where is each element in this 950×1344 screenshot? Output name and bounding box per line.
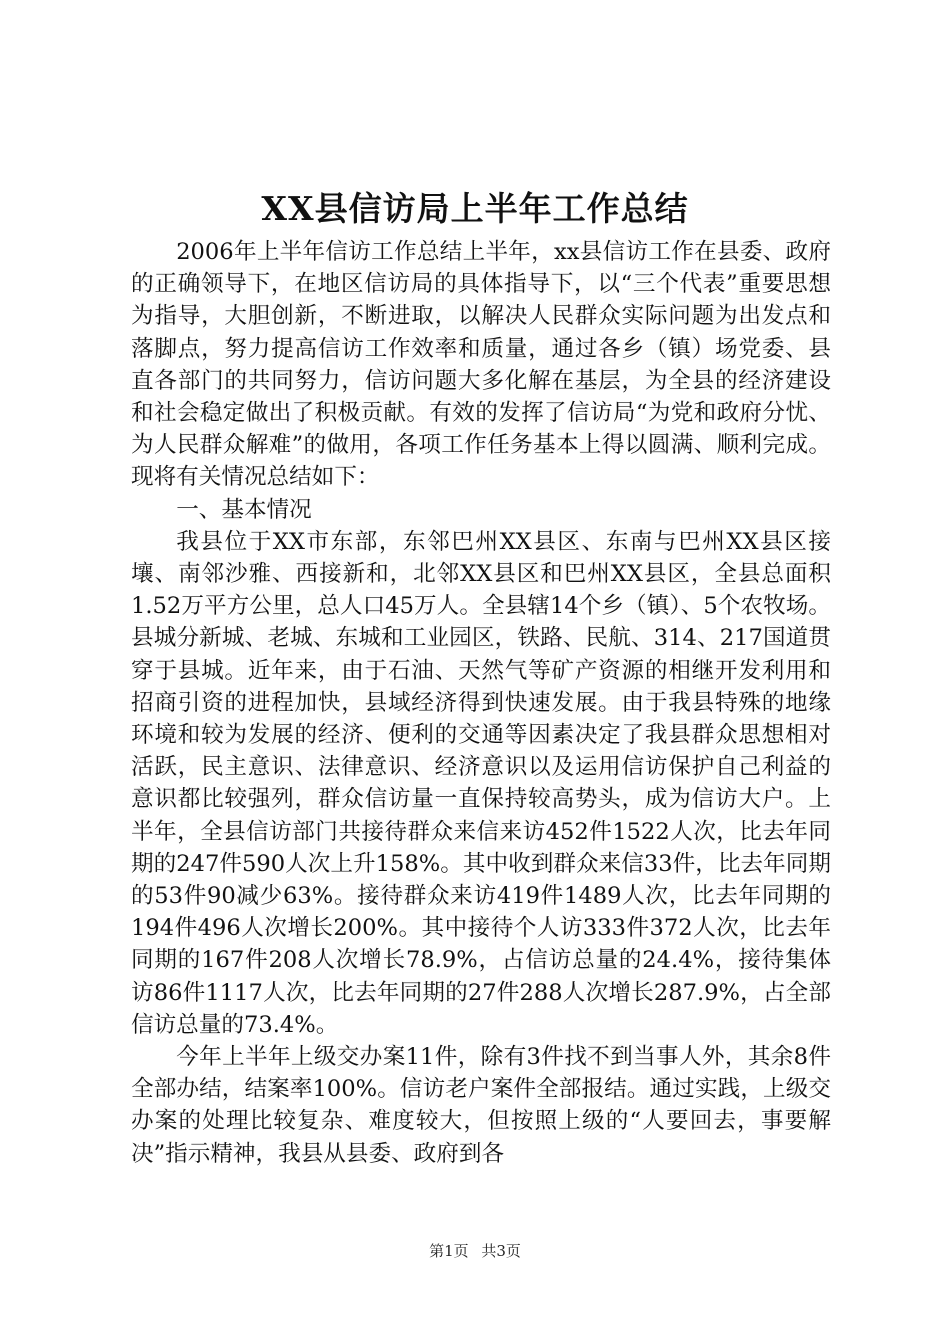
document-body [131, 236, 831, 1170]
paragraph-intro: 2006年上半年信访工作总结上半年，xx县信访工作在县委、政府的正确领导下，在地区信访局的具体指导下，以“三个代表”重要思想为指导，大胆创新，不断进取，以解决人民群众实际问题为出发点和落脚点，努力提高信访工作效率和质量，通过各乡（镇）场党委、县直各部门的共同努力，信访问题大多化解在基层，为全县的经济建设和社会稳定做出了积极贡献。有效的发挥了信访局“为党和政府分忧、为人民群众解难”的做用，各项工作任务基本上得以圆满、顺利完成。现将有关情况总结如下： [131, 239, 831, 491]
document-title: XX县信访局上半年工作总结 [261, 189, 689, 228]
section-heading-basic-situation: 一、基本情况 [176, 496, 312, 523]
paragraph-basic-situation: 我县位于XX市东部，东邻巴州XX县区、东南与巴州XX县区接壤、南邻沙雅、西接新和，北邻XX县区和巴州XX县区，全县总面积1.52万平方公里，总人口45万人。全县辖14个乡（镇）、5个农牧场。县城分新城、老城、东城和工业园区，铁路、民航、314、217国道贯穿于县城。近年来，由于石油、天然气等矿产资源的相继开发利用和招商引资的进程加快，县域经济得到快速发展。由于我县特殊的地缘环境和较为发展的经济、便利的交通等因素决定了我县群众思想相对活跃，民主意识、法律意识、经济意识以及运用信访保护自己利益的意识都比较强列，群众信访量一直保持较高势头，成为信访大户。上半年，全县信访部门共接待群众来信来访452件1522人次，比去年同期的247件590人次上升158%。其中收到群众来信33件，比去年同期的53件90减少63%。接待群众来访419件1489人次，比去年同期的194件496人次增长200%。其中接待个人访333件372人次，比去年同期的167件208人次增长78.9%，占信访总量的24.4%，接待集体访86件1117人次，比去年同期的27件288人次增长287.9%，占全部信访总量的73.4%。 [131, 528, 831, 1038]
page-total: 共3页 [481, 1242, 521, 1260]
paragraph-assigned-cases: 今年上半年上级交办案11件，除有3件找不到当事人外，其余8件全部办结，结案率100%。信访老户案件全部报结。通过实践，上级交办案的处理比较复杂、难度较大，但按照上级的“人要回去，事要解决”指示精神，我县从县委、政府到各 [131, 1044, 831, 1167]
page-footer [0, 1240, 950, 1262]
page-number: 第1页 [429, 1242, 469, 1260]
